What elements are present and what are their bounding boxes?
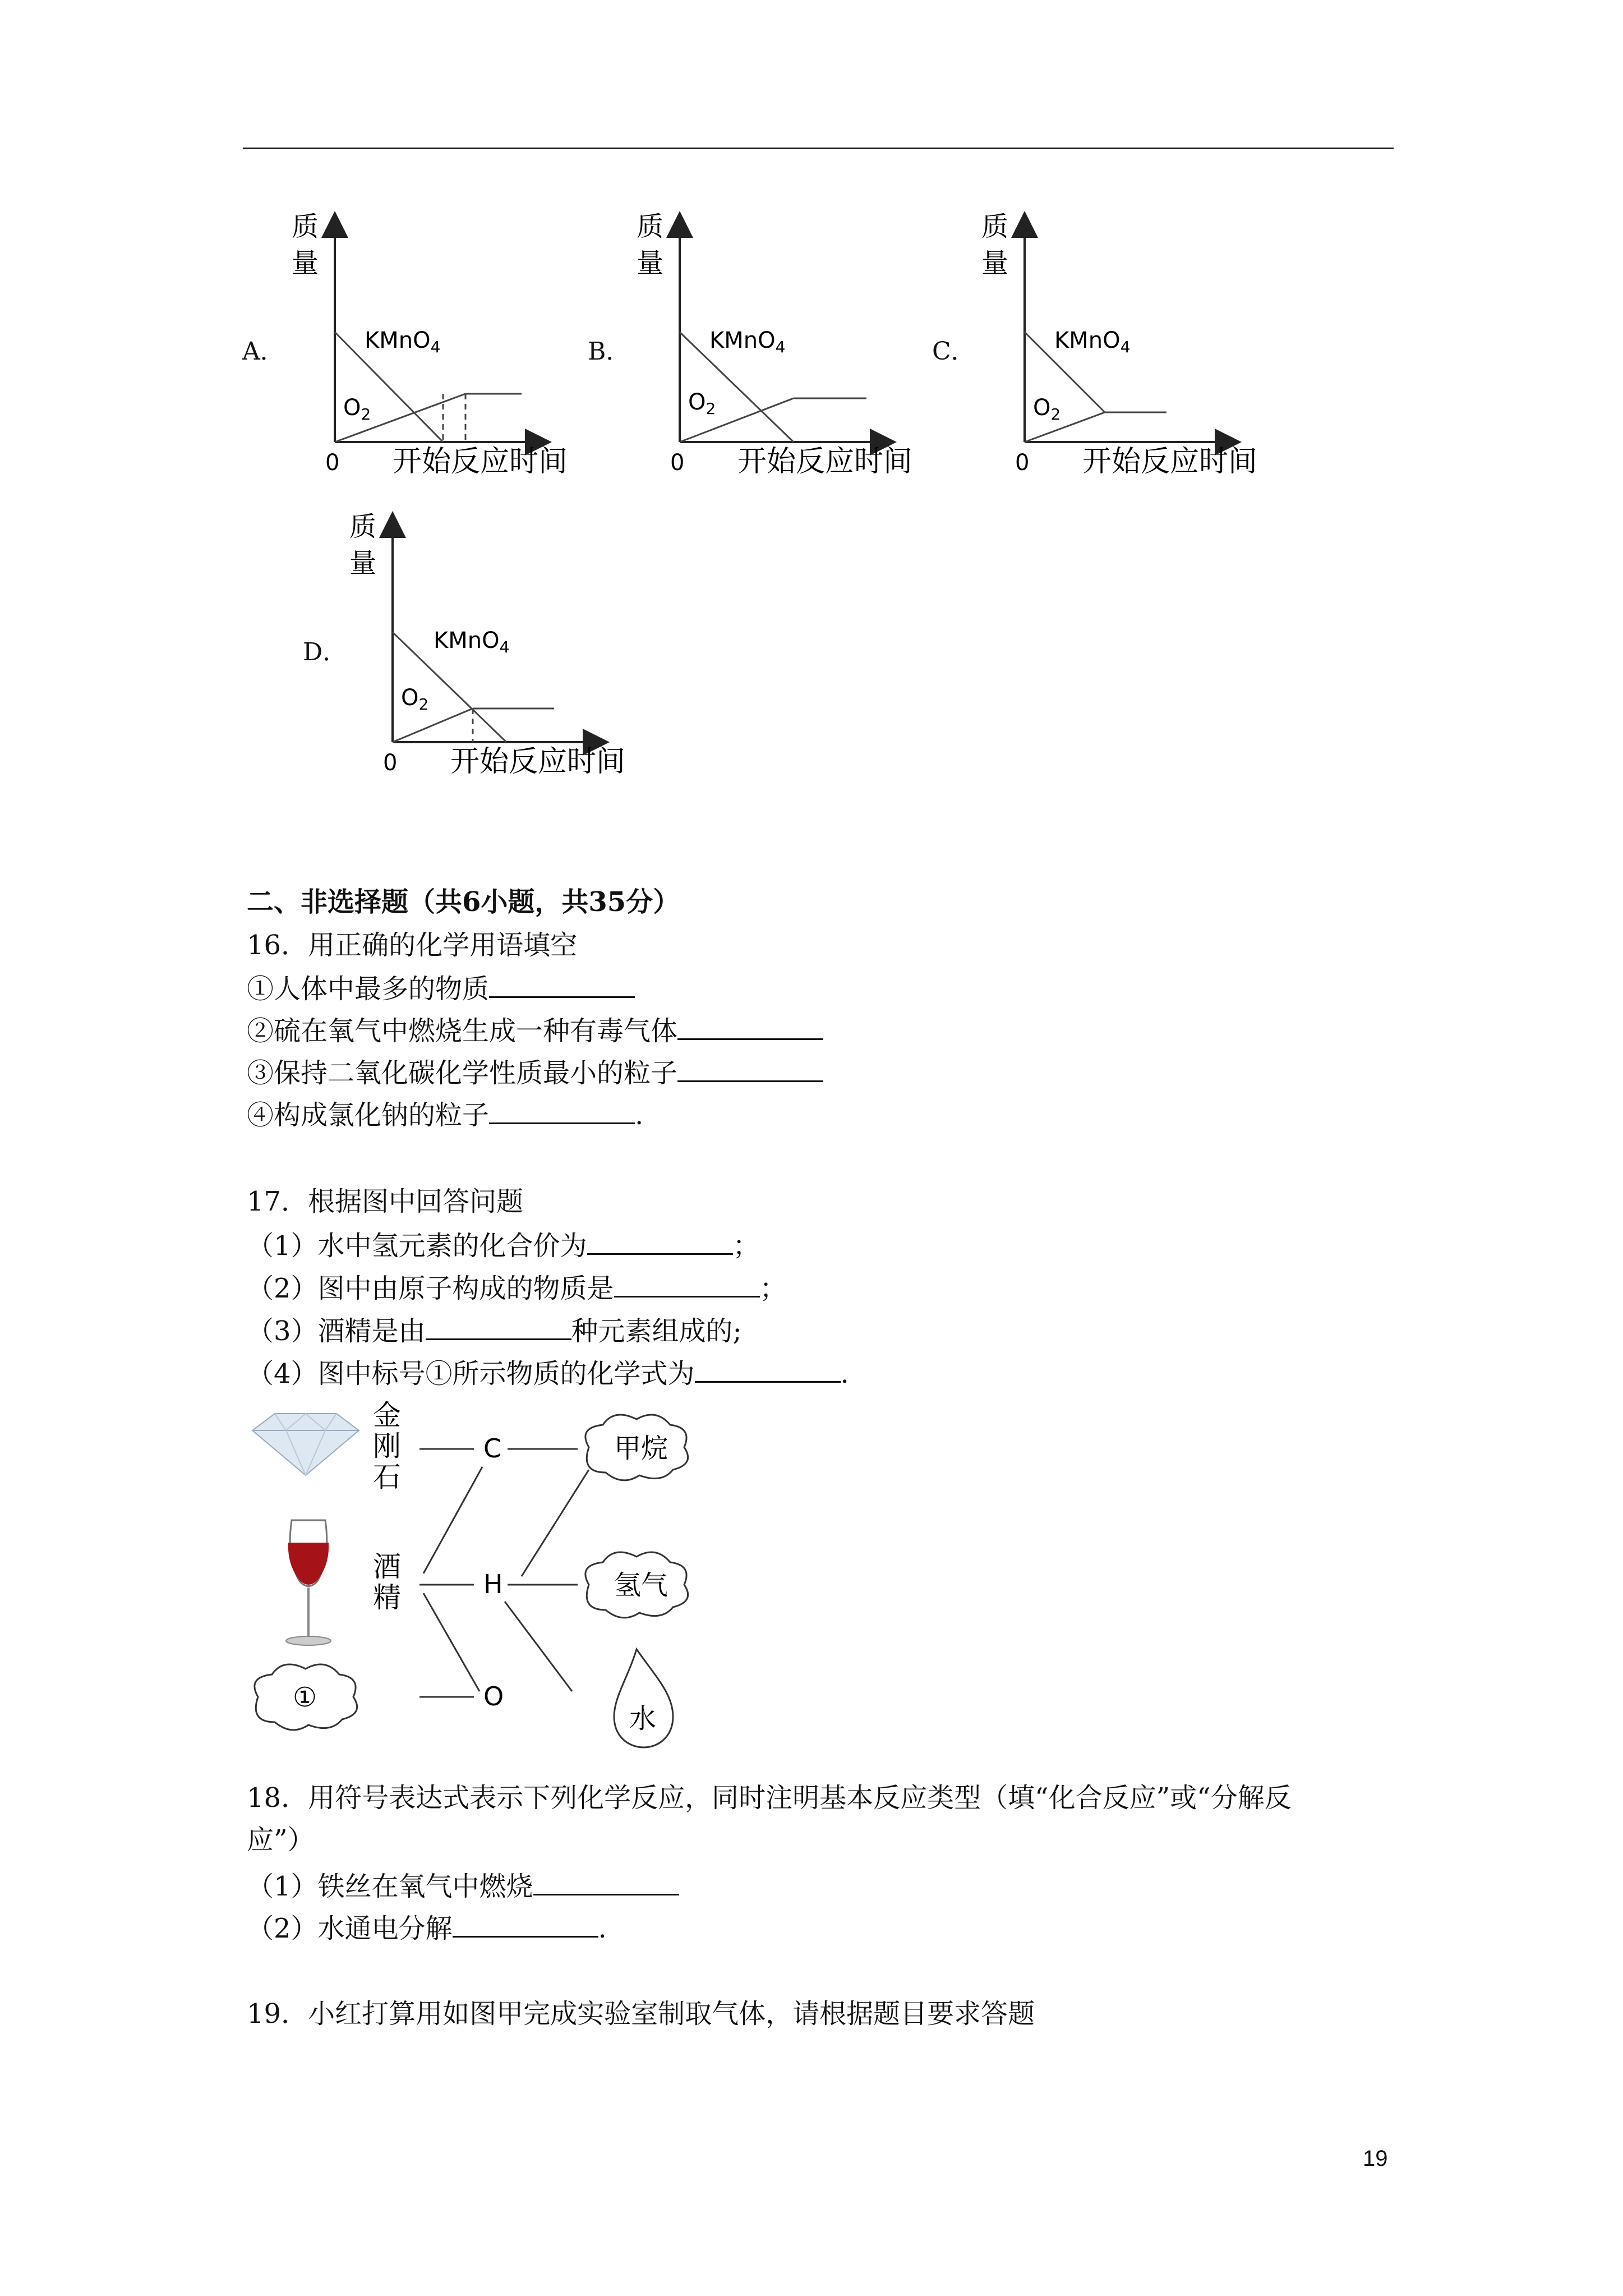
graph-b	[625, 208, 939, 494]
q18-stem-line-1: 18．用符号表达式表示下列化学反应，同时注明基本反应类型（填“化合反应”或“分解反	[247, 1782, 1292, 1814]
q16-item-4: ④构成氯化钠的粒子 .	[247, 1097, 643, 1132]
q16-stem: 16．用正确的化学用语填空	[247, 930, 578, 961]
option-b-label: B．	[588, 337, 631, 366]
graph-a	[280, 208, 594, 494]
y-label-1: 质	[981, 211, 1009, 242]
section-title: 二、非选择题（共6小题，共35分）	[247, 886, 680, 918]
answer-blank[interactable]	[453, 1910, 598, 1938]
element-h: H	[483, 1569, 503, 1599]
answer-blank[interactable]	[533, 1868, 679, 1895]
o2-label: $O_2$	[401, 685, 429, 714]
q18-item-2: （2）水通电分解 .	[247, 1910, 607, 1945]
option-a-label: A．	[242, 337, 285, 366]
answer-blank[interactable]	[587, 1227, 733, 1255]
wine-glass-icon	[286, 1520, 331, 1645]
o2-label: $O_2$	[1033, 395, 1061, 424]
y-label-2: 量	[349, 547, 377, 579]
q17-item-1: （1）水中氢元素的化合价为 ；	[247, 1227, 760, 1263]
water-label: 水	[629, 1703, 657, 1734]
answer-blank[interactable]	[614, 1270, 760, 1297]
q19-stem: 19．小红打算用如图甲完成实验室制取气体，请根据题目要求答题	[247, 1998, 1035, 2030]
diamond-label-char: 刚	[373, 1430, 401, 1462]
q16-item-2: ②硫在氧气中燃烧生成一种有毒气体	[247, 1013, 823, 1048]
kmno4-label: KMnO$_4$	[709, 328, 786, 356]
alcohol-label-char: 精	[373, 1581, 401, 1614]
x-label: 开始反应时间	[393, 445, 568, 478]
x-label: 开始反应时间	[737, 445, 913, 478]
y-label-1: 质	[349, 511, 377, 542]
origin-label: 0	[670, 450, 685, 476]
element-diagram	[241, 1391, 735, 1750]
o2-label: $O_2$	[688, 389, 716, 418]
origin-label: 0	[383, 750, 398, 776]
y-label-1: 质	[292, 211, 319, 242]
q17-stem: 17．根据图中回答问题	[247, 1186, 524, 1217]
y-label-2: 量	[292, 247, 319, 279]
q18-item-1: （1）铁丝在氧气中燃烧	[247, 1868, 679, 1903]
element-c: C	[483, 1433, 502, 1464]
answer-blank[interactable]	[489, 1097, 635, 1124]
answer-blank[interactable]	[677, 1013, 823, 1040]
kmno4-label: KMnO$_4$	[434, 628, 510, 656]
hydrogen-label: 氢气	[614, 1570, 668, 1601]
methane-label: 甲烷	[614, 1433, 668, 1464]
graph-d	[338, 508, 652, 794]
alcohol-label-char: 酒	[373, 1550, 401, 1583]
answer-blank[interactable]	[489, 970, 635, 998]
diamond-label-char: 石	[373, 1461, 401, 1493]
kmno4-label: KMnO$_4$	[365, 328, 441, 356]
q18-stem-line-2: 应”）	[247, 1824, 315, 1856]
element-o: O	[483, 1681, 504, 1711]
q17-item-4: （4）图中标号①所示物质的化学式为 .	[247, 1355, 849, 1391]
diamond-label-char: 金	[373, 1399, 401, 1432]
option-d-label: D．	[303, 638, 348, 666]
header-rule	[243, 148, 1394, 149]
answer-blank[interactable]	[677, 1055, 823, 1082]
q16-item-3: ③保持二氧化碳化学性质最小的粒子	[247, 1055, 823, 1090]
y-label-1: 质	[637, 211, 664, 242]
y-label-2: 量	[637, 247, 664, 279]
q16-item-1: ①人体中最多的物质	[247, 970, 635, 1006]
o2-line	[393, 708, 473, 742]
connector-lines	[419, 1449, 589, 1697]
origin-label: 0	[325, 450, 340, 476]
page-number: 19	[1363, 2146, 1388, 2171]
origin-label: 0	[1015, 450, 1030, 476]
kmno4-label: KMnO$_4$	[1054, 328, 1131, 356]
answer-blank[interactable]	[426, 1313, 571, 1340]
x-label: 开始反应时间	[1082, 445, 1258, 478]
option-c-label: C．	[932, 337, 976, 366]
graph-c	[970, 208, 1284, 494]
diamond-icon	[252, 1414, 359, 1475]
answer-blank[interactable]	[695, 1355, 841, 1383]
unknown-label: ①	[293, 1682, 317, 1713]
o2-label: $O_2$	[343, 395, 371, 424]
q17-item-2: （2）图中由原子构成的物质是 ；	[247, 1270, 787, 1305]
y-label-2: 量	[981, 247, 1009, 279]
q17-item-3: （3）酒精是由 种元素组成的;	[247, 1313, 742, 1348]
x-label: 开始反应时间	[450, 745, 626, 779]
